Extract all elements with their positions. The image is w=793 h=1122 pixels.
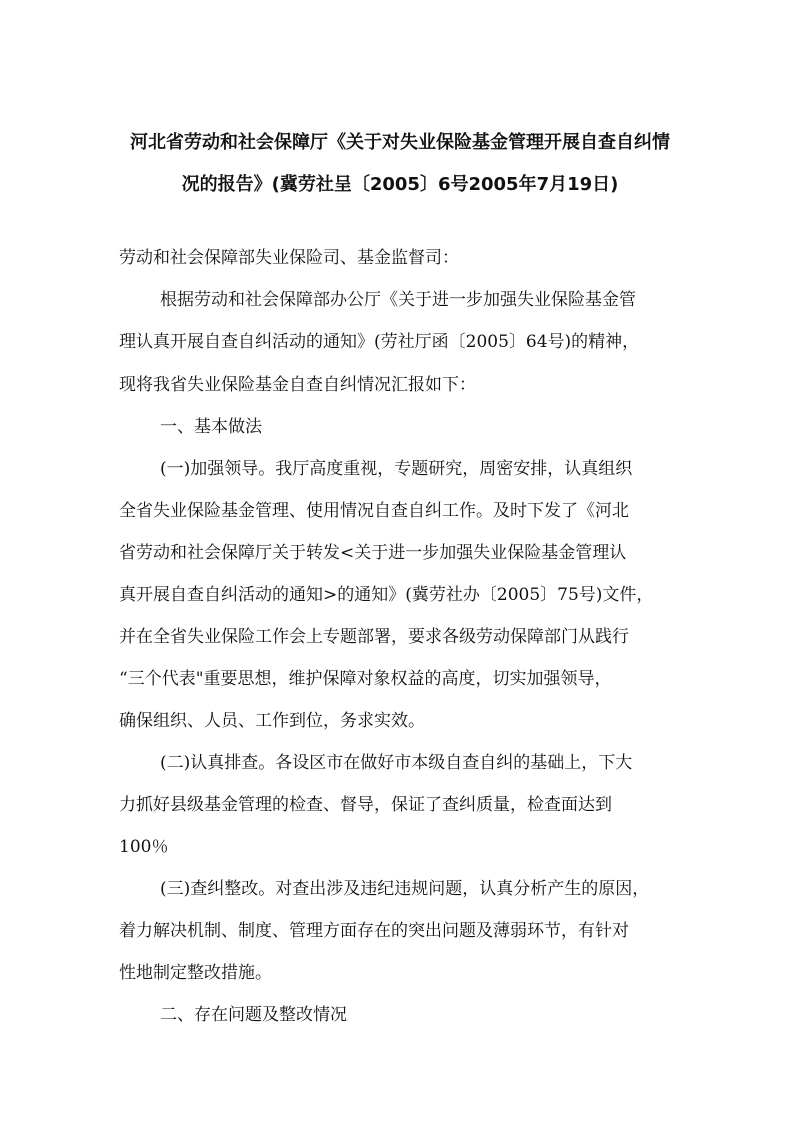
section-heading-2: 二、存在问题及整改情况	[160, 1005, 347, 1025]
document-title-line-2: 况的报告》(冀劳社呈〔2005〕6号2005年7月19日)	[181, 174, 619, 195]
body-line: (二)认真排查。各设区市在做好市本级自查自纠的基础上，下大	[160, 753, 633, 773]
body-line: 现将我省失业保险基金自查自纠情况汇报如下：	[119, 375, 476, 395]
body-line: “三个代表"重要思想，维护保障对象权益的高度，切实加强领导，	[119, 669, 612, 689]
body-line: 理认真开展自查自纠活动的通知》(劳社厅函〔2005〕64号)的精神，	[119, 332, 640, 352]
body-line: 真开展自查自纠活动的通知>的通知》(冀劳社办〔2005〕75号)文件，	[119, 585, 654, 605]
section-heading-1: 一、基本做法	[160, 417, 262, 437]
salutation: 劳动和社会保障部失业保险司、基金监督司：	[119, 248, 459, 268]
body-line: (三)查纠整改。对查出涉及违纪违规问题，认真分析产生的原因，	[160, 879, 650, 899]
body-line: 力抓好县级基金管理的检查、督导，保证了查纠质量，检查面达到	[119, 795, 612, 815]
body-line: 根据劳动和社会保障部办公厅《关于进一步加强失业保险基金管	[160, 290, 636, 310]
body-line: 并在全省失业保险工作会上专题部署，要求各级劳动保障部门从践行	[119, 627, 629, 647]
body-line: 省劳动和社会保障厅关于转发<关于进一步加强失业保险基金管理认	[119, 543, 627, 563]
body-line: (一)加强领导。我厅高度重视，专题研究，周密安排，认真组织	[160, 459, 633, 479]
document-title-line-1: 河北省劳动和社会保障厅《关于对失业保险基金管理开展自查自纠情	[130, 132, 670, 153]
body-line: 全省失业保险基金管理、使用情况自查自纠工作。及时下发了《河北	[119, 501, 629, 521]
body-line: 确保组织、人员、工作到位，务求实效。	[119, 711, 425, 731]
body-line: 着力解决机制、制度、管理方面存在的突出问题及薄弱环节，有针对	[119, 921, 629, 941]
body-line: 性地制定整改措施。	[119, 963, 272, 983]
body-line: 100％	[119, 837, 169, 857]
